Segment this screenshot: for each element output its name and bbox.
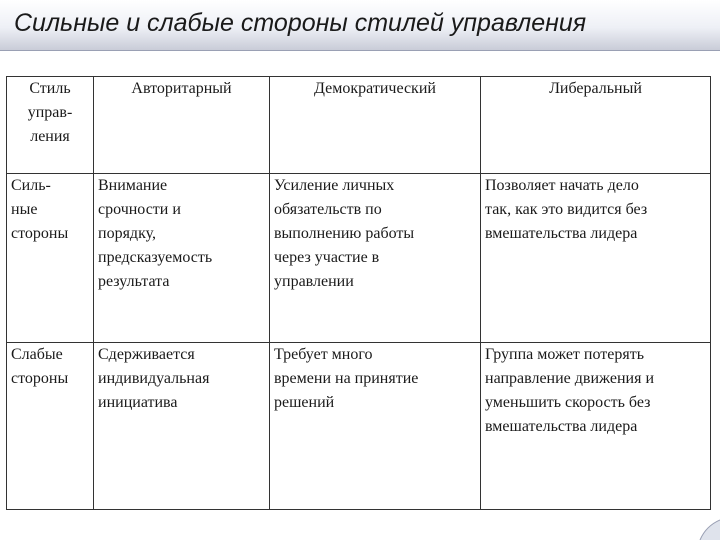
row-label-line: стороны xyxy=(11,225,69,242)
cell-weaknesses-authoritarian xyxy=(94,343,270,510)
cell-strengths-democratic xyxy=(270,174,481,343)
title-bar xyxy=(0,0,720,50)
cell-line: вмешательства лидера xyxy=(485,225,638,242)
cell-line: порядку, xyxy=(98,225,157,242)
cell-weaknesses-democratic xyxy=(270,343,481,510)
header-cell-authoritarian: Авторитарный xyxy=(94,77,270,174)
cell-line: результата xyxy=(98,273,170,290)
slide-title: Сильные и слабые стороны стилей управления xyxy=(14,9,587,37)
cell-line: Усиление личных xyxy=(274,177,395,194)
header-cell-democratic: Демократический xyxy=(270,77,481,174)
cell-strengths-liberal xyxy=(481,174,711,343)
row-label-line: стороны xyxy=(11,370,69,387)
cell-line: Внимание xyxy=(98,177,168,194)
header-style-line: ления xyxy=(30,128,70,145)
cell-line: через участие в xyxy=(274,249,380,266)
cell-line: вмешательства лидера xyxy=(485,418,638,435)
cell-line: выполнению работы xyxy=(274,225,415,242)
header-cell-style xyxy=(7,77,94,174)
cell-line: направление движения и xyxy=(485,370,655,387)
row-label-line: ные xyxy=(11,201,38,218)
header-cell-liberal: Либеральный xyxy=(481,77,711,174)
cell-line: предсказуемость xyxy=(98,249,213,266)
cell-line: Требует много xyxy=(274,346,373,363)
cell-strengths-authoritarian xyxy=(94,174,270,343)
cell-line: решений xyxy=(274,394,335,411)
corner-curl-decoration xyxy=(696,516,720,540)
header-style-line: управ- xyxy=(27,104,73,121)
row-label-line: Слабые xyxy=(11,346,63,363)
cell-line: инициатива xyxy=(98,394,178,411)
title-divider xyxy=(0,50,720,51)
cell-line: индивидуальная xyxy=(98,370,210,387)
row-label-weaknesses xyxy=(7,343,94,510)
header-style-line: Стиль xyxy=(29,80,71,97)
cell-line: Группа может потерять xyxy=(485,346,645,363)
cell-line: так, как это видится без xyxy=(485,201,648,218)
cell-weaknesses-liberal xyxy=(481,343,711,510)
cell-line: уменьшить скорость без xyxy=(485,394,651,411)
cell-line: времени на принятие xyxy=(274,370,419,387)
management-styles-table xyxy=(6,76,711,510)
table-row-strengths xyxy=(7,174,711,343)
row-label-strengths xyxy=(7,174,94,343)
cell-line: управлении xyxy=(274,273,354,290)
cell-line: Позволяет начать дело xyxy=(485,177,639,194)
cell-line: Сдерживается xyxy=(98,346,195,363)
cell-line: обязательств по xyxy=(274,201,382,218)
table-row-weaknesses xyxy=(7,343,711,510)
table-header-row xyxy=(7,77,711,174)
row-label-line: Силь- xyxy=(11,177,51,194)
cell-line: срочности и xyxy=(98,201,181,218)
